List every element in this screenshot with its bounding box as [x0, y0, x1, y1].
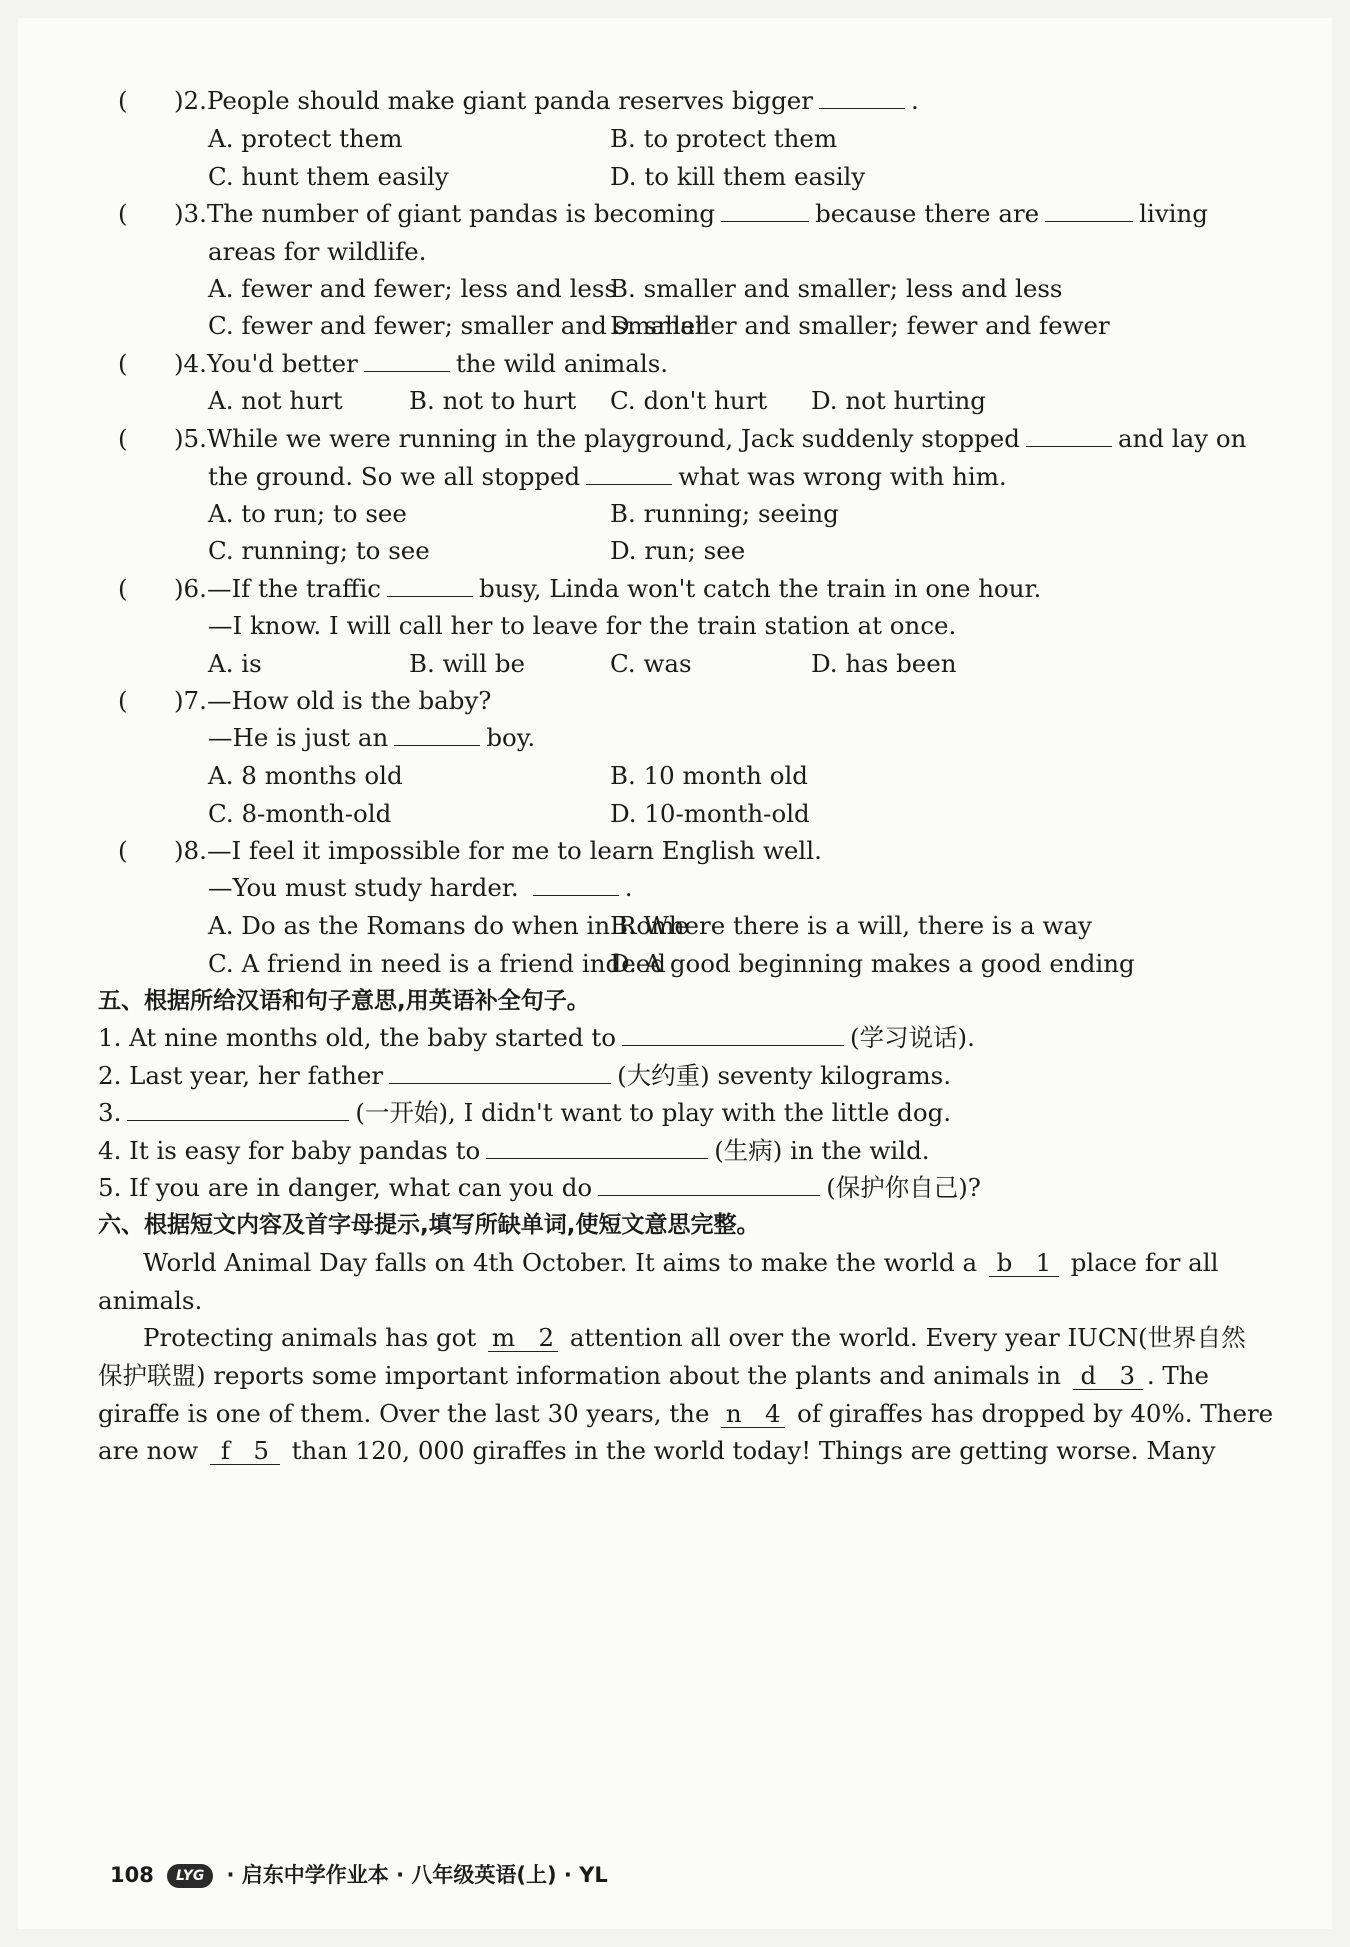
- book-title: · 启东中学作业本 · 八年级英语(上) · YL: [226, 1863, 608, 1887]
- section-6-title: 六、根据短文内容及首字母提示,填写所缺单词,使短文意思完整。: [98, 1212, 760, 1238]
- workbook-page: [18, 18, 1332, 1929]
- blank-5[interactable]: f 5: [210, 1438, 280, 1465]
- option-b: B. Where there is a will, there is a way: [610, 911, 1092, 940]
- passage-line-5: giraffe is one of them. Over the last 30 years, the n 4 of giraffes has dropped by 40%. There: [98, 1399, 1274, 1428]
- publisher-logo: LYG: [167, 1864, 213, 1888]
- blank-1[interactable]: b 1: [989, 1250, 1059, 1277]
- question-5-line2: the ground. So we all stopped what was wrong with him.: [208, 462, 1007, 491]
- option-d: D. to kill them easily: [610, 162, 866, 191]
- question-6: )6.—If the traffic busy, Linda won't catch the train in one hour.: [174, 574, 1042, 603]
- question-6-line2: —I know. I will call her to leave for the train station at once.: [208, 611, 957, 640]
- option-a: A. protect them: [208, 124, 403, 153]
- translation-2: 2. Last year, her father (大约重) seventy kilograms.: [98, 1061, 952, 1090]
- page-number: 108: [110, 1863, 154, 1887]
- question-7: )7.—How old is the baby?: [174, 686, 492, 715]
- question-3: )3.The number of giant pandas is becoming because there are living: [174, 199, 1208, 228]
- option-c: C. hunt them easily: [208, 162, 449, 191]
- option-d: D. 10-month-old: [610, 799, 810, 828]
- translation-1: 1. At nine months old, the baby started to (学习说话).: [98, 1023, 975, 1052]
- question-3-line2: areas for wildlife.: [208, 237, 427, 266]
- page-footer: [110, 1860, 608, 1890]
- option-a: A. is: [208, 649, 262, 678]
- option-b: B. smaller and smaller; less and less: [610, 274, 1063, 303]
- option-b: B. to protect them: [610, 124, 838, 153]
- answer-bracket[interactable]: (: [118, 86, 128, 115]
- answer-bracket[interactable]: (: [118, 574, 128, 603]
- passage-line-4: 保护联盟) reports some important information about the plants and animals in d 3 . The: [98, 1361, 1210, 1390]
- answer-bracket[interactable]: (: [118, 836, 128, 865]
- option-d: D. A good beginning makes a good ending: [610, 949, 1135, 978]
- section-5-title: 五、根据所给汉语和句子意思,用英语补全句子。: [98, 988, 590, 1014]
- option-a: A. not hurt: [208, 386, 343, 415]
- option-d: D. smaller and smaller; fewer and fewer: [610, 311, 1110, 340]
- option-d: D. not hurting: [811, 386, 986, 415]
- option-b: B. not to hurt: [409, 386, 577, 415]
- translation-4: 4. It is easy for baby pandas to (生病) in the wild.: [98, 1136, 930, 1165]
- answer-bracket[interactable]: (: [118, 686, 128, 715]
- passage-line-6: are now f 5 than 120, 000 giraffes in the world today! Things are getting worse. Many: [98, 1436, 1216, 1465]
- question-8-line2: —You must study harder. .: [208, 873, 633, 902]
- question-7-line2: —He is just an boy.: [208, 723, 536, 752]
- option-a: A. 8 months old: [208, 761, 403, 790]
- option-d: D. run; see: [610, 536, 746, 565]
- answer-bracket[interactable]: (: [118, 349, 128, 378]
- question-2: )2.People should make giant panda reserves bigger .: [174, 86, 919, 115]
- passage-line-2: animals.: [98, 1286, 203, 1315]
- blank-4[interactable]: n 4: [721, 1401, 785, 1428]
- option-d: D. has been: [811, 649, 957, 678]
- option-c: C. was: [610, 649, 692, 678]
- option-a: A. to run; to see: [208, 499, 407, 528]
- option-c: C. fewer and fewer; smaller and smaller: [208, 311, 707, 340]
- option-a: A. Do as the Romans do when in Rome: [208, 911, 689, 940]
- passage-line-3: Protecting animals has got m 2 attention all over the world. Every year IUCN(世界自然: [143, 1323, 1246, 1352]
- blank-3[interactable]: d 3: [1073, 1363, 1143, 1390]
- option-b: B. running; seeing: [610, 499, 839, 528]
- option-c: C. 8-month-old: [208, 799, 392, 828]
- option-b: B. will be: [409, 649, 526, 678]
- option-a: A. fewer and fewer; less and less: [208, 274, 618, 303]
- option-c: C. running; to see: [208, 536, 430, 565]
- option-b: B. 10 month old: [610, 761, 808, 790]
- question-4: )4.You'd better the wild animals.: [174, 349, 669, 378]
- translation-5: 5. If you are in danger, what can you do (保护你自己)?: [98, 1173, 981, 1202]
- option-c: C. don't hurt: [610, 386, 768, 415]
- passage-line-1: World Animal Day falls on 4th October. It aims to make the world a b 1 place for all: [143, 1248, 1219, 1277]
- question-8: )8.—I feel it impossible for me to learn English well.: [174, 836, 822, 865]
- answer-bracket[interactable]: (: [118, 199, 128, 228]
- answer-bracket[interactable]: (: [118, 424, 128, 453]
- question-5: )5.While we were running in the playground, Jack suddenly stopped and lay on: [174, 424, 1247, 453]
- option-c: C. A friend in need is a friend indeed: [208, 949, 666, 978]
- translation-3: 3. (一开始), I didn't want to play with the little dog.: [98, 1098, 952, 1127]
- blank-2[interactable]: m 2: [488, 1325, 558, 1352]
